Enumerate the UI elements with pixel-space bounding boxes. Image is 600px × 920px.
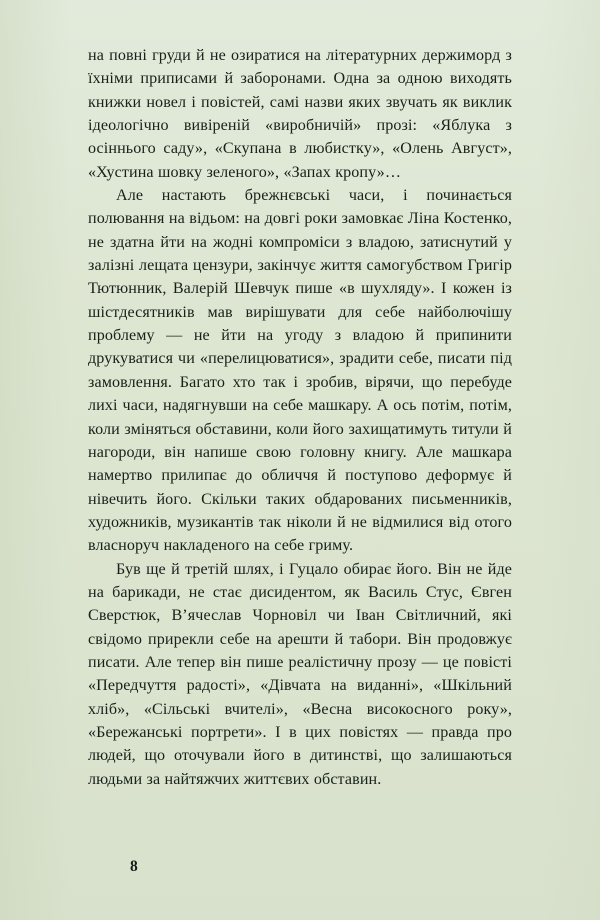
- text-column: [88, 44, 512, 791]
- page-number: 8: [130, 858, 138, 875]
- paragraph-1: на повні груди й не озиратися на літературних держиморд з їхніми приписами й заборонами. Одна за одною виходять книжки новел і повістей, самі назви яких звучать як виклик ідеологічно вивіреній «виробничій» прозі: «Яблука з осіннього саду», «Скупана в любистку», «Олень Август», «Хустина шовку зеленого», «Запах кропу»…: [88, 47, 512, 181]
- paragraph-3: Був ще й третій шлях, і Гуцало обирає його. Він не йде на барикади, не стає дисидентом, як Василь Стус, Євген Сверстюк, В’ячеслав Чорновіл чи Іван Світличний, які свідомо прирекли себе на арешти й табори. Він продовжує писати. Але тепер він пише реалістичну прозу — це повісті «Передчуття радості», «Дівчата на виданні», «Шкільний хліб», «Сільські вчителі», «Весна високосного року», «Бережанські портрети». І в цих повістях — правда про людей, що оточували його в дитинстві, що залишаються людьми за найтяжчих життєвих обставин.: [88, 560, 512, 788]
- paragraph-2: Але настають брежнєвські часи, і починається полювання на відьом: на довгі роки замовкає Ліна Костенко, не здатна йти на жодні компроміси з владою, затиснутий у залізні лещата цензури, закінчує життя самогубством Григір Тютюнник, Валерій Шевчук пише «в шухляду». І кожен із шістдесятників мав вирішувати для себе найболючішу проблему — не йти на угоду з владою й припинити друкуватися чи «перелицюватися», зрадити себе, писати під замовлення. Багато хто так і зробив, вірячи, що перебуде лихі часи, надягнувши на себе машкару. А ось потім, потім, коли зміняться обставини, коли його захищатимуть титули й нагороди, він напише свою головну книгу. Але машкара намертво прилипає до обличчя й поступово деформує й нівечить його. Скільки таких обдарованих письменників, художників, музикантів так ніколи й не відмилися від отого власноруч накладеного на себе гриму.: [88, 187, 512, 555]
